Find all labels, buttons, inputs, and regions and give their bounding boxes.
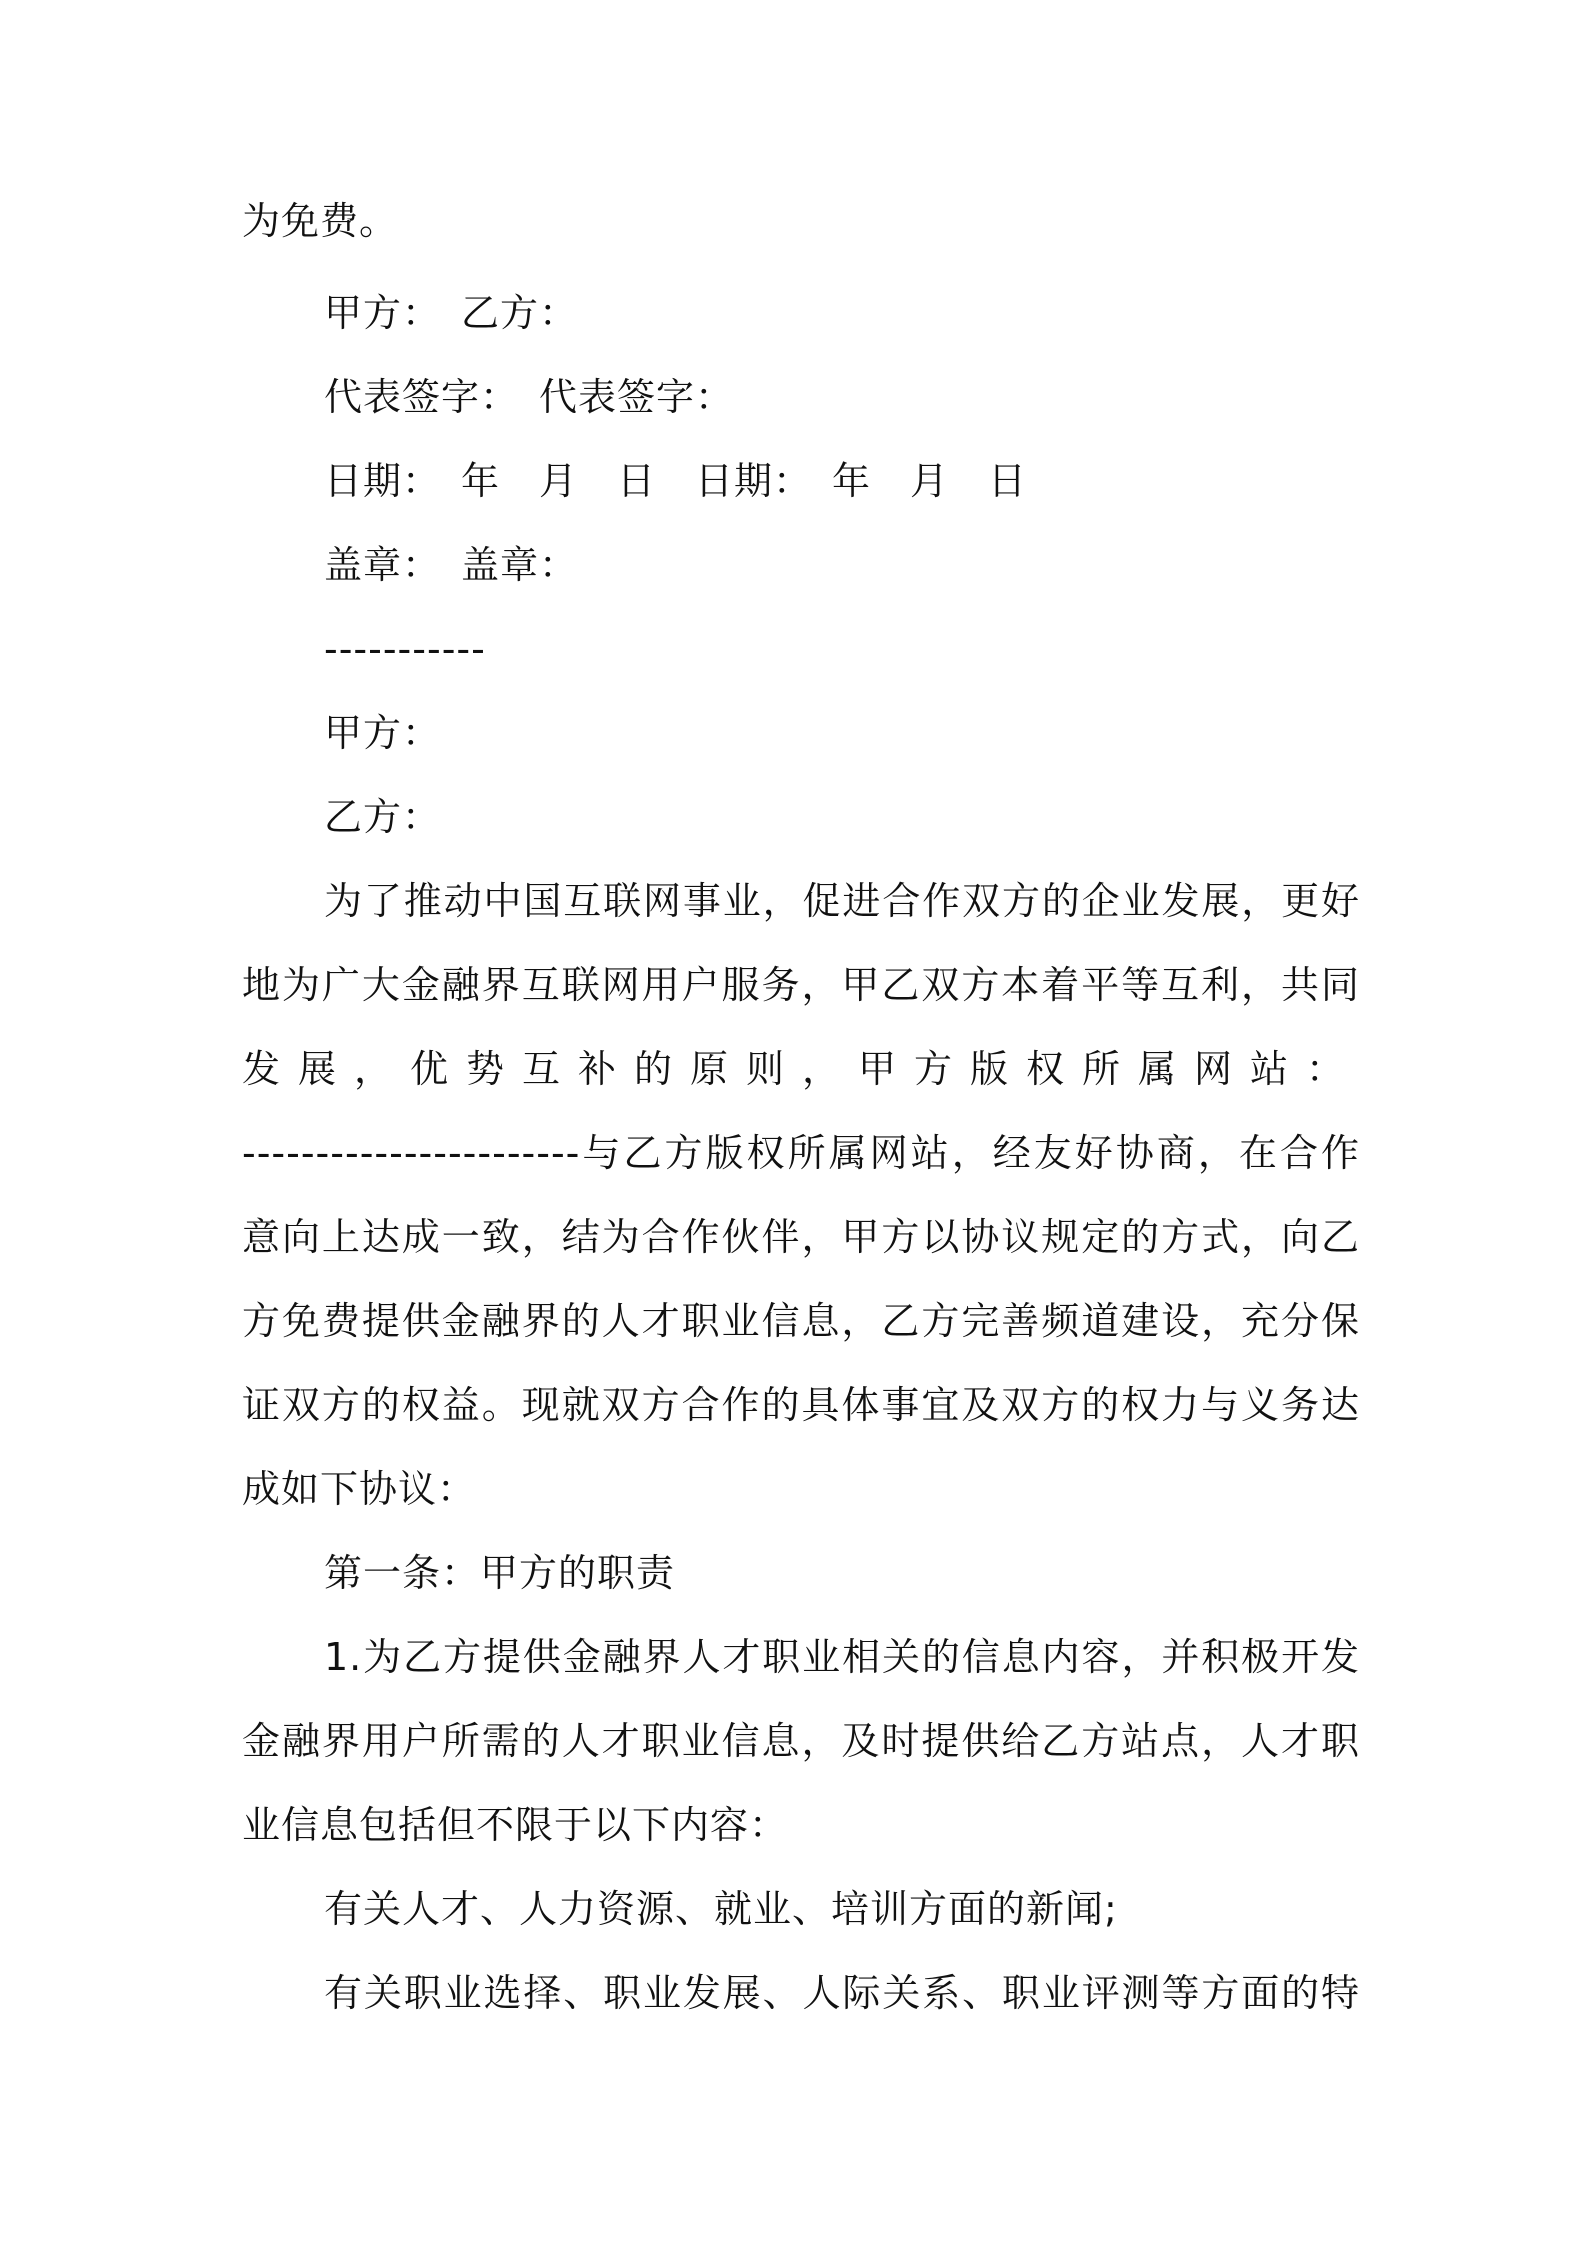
text-line: 甲方：: [324, 711, 442, 755]
paragraph-line: 发展，优势互补的原则，甲方版权所属网站：: [242, 1047, 1363, 1091]
paragraph-line: 1.为乙方提供金融界人才职业相关的信息内容，并积极开发: [324, 1635, 1360, 1679]
list-item: 有关职业选择、职业发展、人际关系、职业评测等方面的特: [324, 1971, 1360, 2015]
text-line: 盖章： 盖章：: [324, 543, 579, 587]
paragraph-line: 方免费提供金融界的人才职业信息，乙方完善频道建设，充分保: [242, 1299, 1360, 1343]
paragraph-line: -----------------------与乙方版权所属网站，经友好协商，在合作: [242, 1131, 1360, 1175]
section-heading: 第一条：甲方的职责: [324, 1551, 676, 1595]
paragraph-line: 业信息包括但不限于以下内容：: [242, 1803, 789, 1847]
paragraph-line: 为了推动中国互联网事业，促进合作双方的企业发展，更好: [324, 879, 1360, 923]
paragraph-line: 证双方的权益。现就双方合作的具体事宜及双方的权力与义务达: [242, 1383, 1360, 1427]
text-line: 为免费。: [242, 199, 399, 243]
text-line: 甲方： 乙方：: [324, 291, 579, 335]
paragraph-line: 地为广大金融界互联网用户服务，甲乙双方本着平等互利，共同: [242, 963, 1360, 1007]
paragraph-line: 成如下协议：: [242, 1467, 477, 1511]
text-line: 代表签字： 代表签字：: [324, 375, 735, 419]
paragraph-line: 金融界用户所需的人才职业信息，及时提供给乙方站点，人才职: [242, 1719, 1360, 1763]
text-line: 乙方：: [324, 795, 442, 839]
paragraph-line: 意向上达成一致，结为合作伙伴，甲方以协议规定的方式，向乙: [242, 1215, 1360, 1259]
list-item: 有关人才、人力资源、就业、培训方面的新闻;: [324, 1887, 1118, 1931]
text-line: 日期： 年 月 日 日期： 年 月 日: [324, 459, 1028, 503]
separator-line: -----------: [324, 627, 486, 671]
